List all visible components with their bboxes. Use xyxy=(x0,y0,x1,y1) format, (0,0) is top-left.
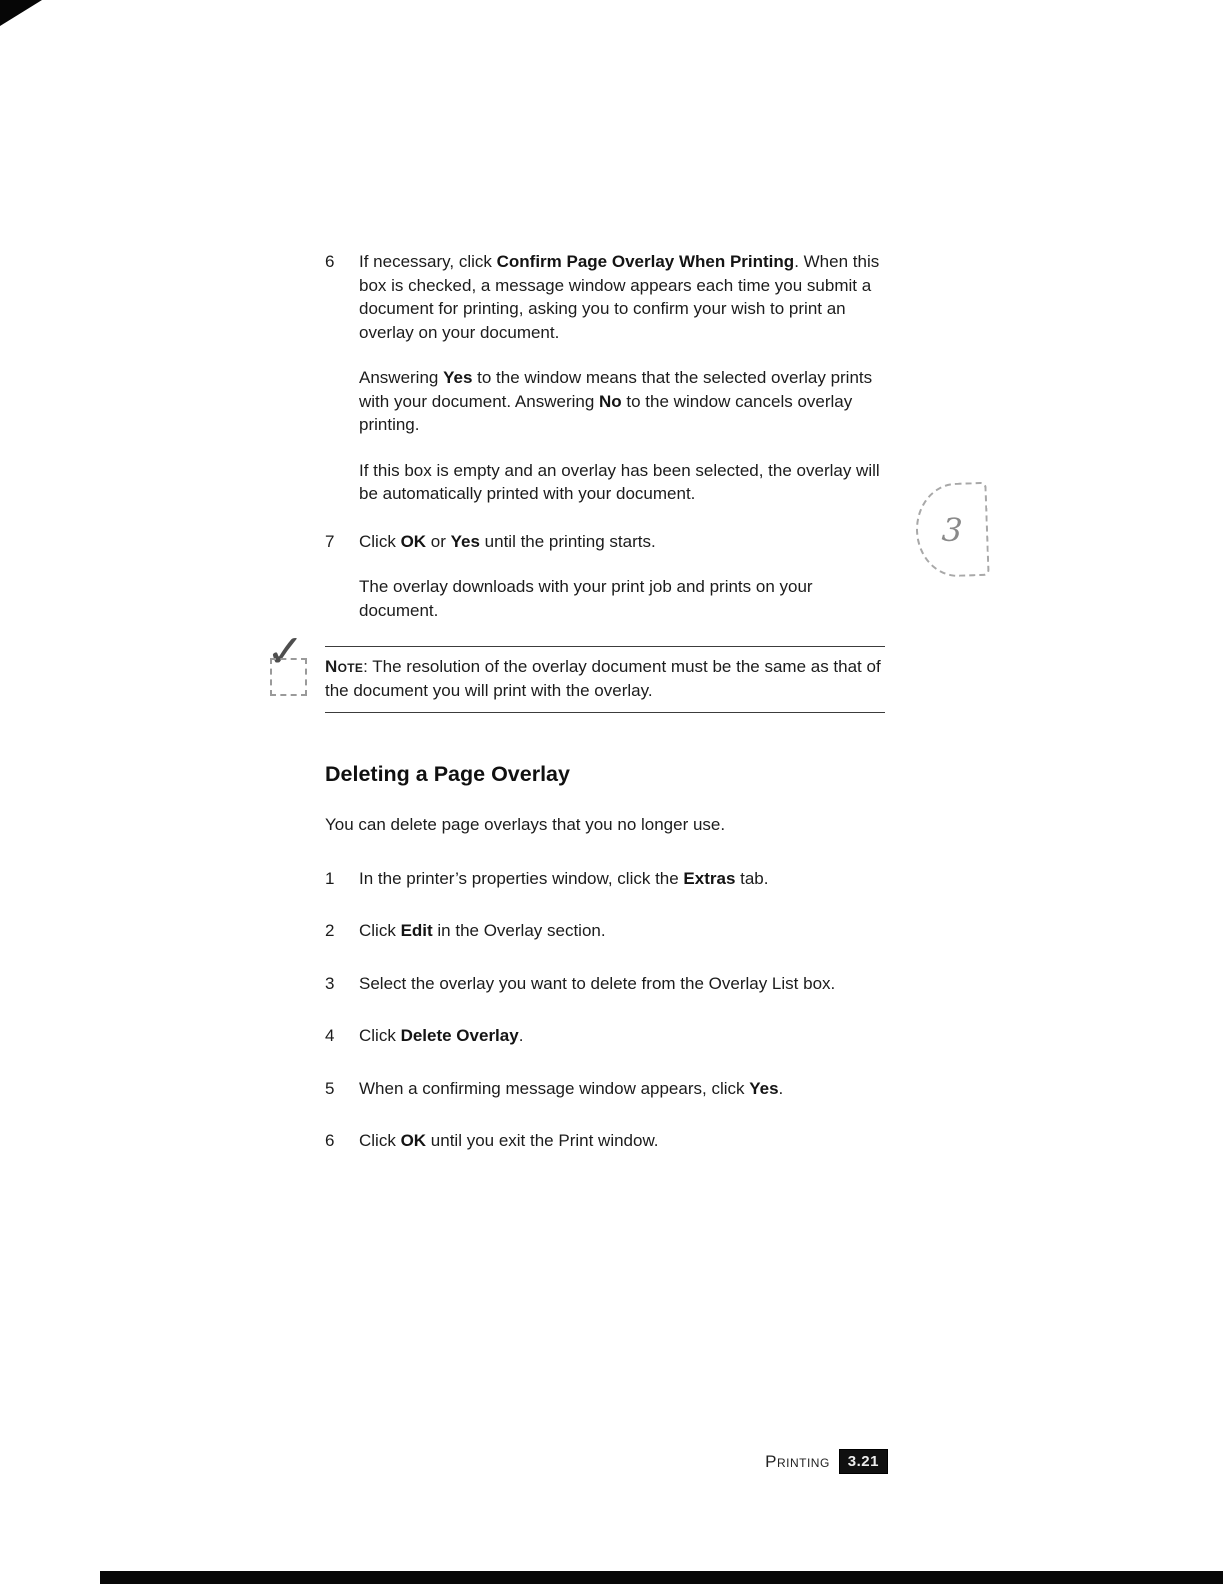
step xyxy=(325,1077,885,1101)
text-run: Click xyxy=(359,531,401,551)
step-body xyxy=(359,1129,885,1153)
text-run-bold: No xyxy=(599,391,622,411)
step xyxy=(325,1129,885,1153)
text-run-bold: Yes xyxy=(443,368,473,387)
text-run: Click xyxy=(359,921,401,940)
text-run-bold: Extras xyxy=(683,868,736,888)
chapter-tab-icon xyxy=(914,482,989,578)
text-run: to the window cancels overlay printing. xyxy=(359,391,853,434)
paragraph: If this box is empty and an overlay has been selected, the overlay will be automatically printed with your document. xyxy=(359,460,880,503)
step-body xyxy=(359,919,885,943)
text-run: . xyxy=(778,1078,784,1098)
scan-artifact-corner xyxy=(0,0,42,26)
note-text: : The resolution of the overlay document must be the same as that of the document you will print with the overlay. xyxy=(325,657,881,700)
text-run-bold: Confirm Page Overlay When Printing xyxy=(496,252,795,271)
note-block xyxy=(325,646,885,713)
paragraph: The overlay downloads with your print job and prints on your document. xyxy=(359,577,813,620)
text-run: Click xyxy=(359,1026,401,1045)
paragraph xyxy=(359,867,885,891)
text-run-bold: Yes xyxy=(450,531,480,551)
paragraph xyxy=(359,530,885,554)
text-run: or xyxy=(426,531,451,551)
note-check-icon xyxy=(266,625,312,700)
step xyxy=(325,919,885,943)
step-number: 1 xyxy=(325,868,335,888)
text-run: . When this box is checked, a message window appears each time you submit a document for printing, asking you to confirm your wish to print an overlay on your document. xyxy=(359,252,880,342)
text-run: When a confirming message window appears, click xyxy=(359,1078,750,1098)
note-label: Note xyxy=(325,657,364,676)
text-run: Click xyxy=(359,1131,401,1150)
text-run: until the printing starts. xyxy=(479,531,656,551)
step-body xyxy=(359,867,885,891)
content-column xyxy=(325,250,885,1153)
step-number: 4 xyxy=(325,1026,335,1045)
text-run: tab. xyxy=(735,868,769,888)
step-number: 7 xyxy=(325,531,335,551)
text-run-bold: OK xyxy=(400,1131,427,1150)
text-run-bold: Yes xyxy=(749,1078,779,1098)
scan-artifact-bottom-bar xyxy=(100,1571,1223,1584)
chapter-number: 3 xyxy=(940,510,964,550)
text-run-bold: Edit xyxy=(400,921,433,940)
text-run: Select the overlay you want to delete from the Overlay List box. xyxy=(359,973,836,993)
text-run: Answering xyxy=(359,368,444,387)
step xyxy=(325,1024,885,1048)
paragraph xyxy=(359,366,885,437)
step xyxy=(325,250,885,506)
text-run: until you exit the Print window. xyxy=(426,1131,659,1150)
paragraph xyxy=(359,919,885,943)
text-run: to the window means that the selected overlay prints with your document. Answering xyxy=(359,368,873,411)
checkbox-outline xyxy=(270,658,307,696)
footer-section-label: Printing xyxy=(765,1451,830,1471)
step-number: 3 xyxy=(325,973,335,993)
step xyxy=(325,530,885,623)
page-number-badge: 3.21 xyxy=(839,1449,888,1474)
section-intro: You can delete page overlays that you no longer use. xyxy=(325,815,726,834)
text-run: If necessary, click xyxy=(359,252,497,271)
section-heading: Deleting a Page Overlay xyxy=(325,762,570,786)
step-body xyxy=(359,250,885,506)
step-number: 5 xyxy=(325,1078,335,1098)
step-body xyxy=(359,1024,885,1048)
paragraph xyxy=(359,250,885,344)
paragraph xyxy=(359,1129,885,1153)
step xyxy=(325,867,885,891)
text-run-bold: OK xyxy=(400,531,427,551)
paragraph xyxy=(359,972,885,996)
step-body xyxy=(359,972,885,996)
step-number: 6 xyxy=(325,252,335,271)
paragraph xyxy=(359,1077,885,1101)
step-number: 2 xyxy=(325,921,335,940)
step xyxy=(325,972,885,996)
text-run: . xyxy=(518,1026,524,1045)
paragraph xyxy=(359,1024,885,1048)
checkmark-icon: ✓ xyxy=(266,625,305,677)
text-run: In the printer’s properties window, click the xyxy=(359,868,684,888)
step-body xyxy=(359,530,885,623)
steps-list xyxy=(325,867,885,1153)
step-number: 6 xyxy=(325,1131,335,1150)
page-footer xyxy=(765,1449,888,1474)
text-run-bold: Delete Overlay xyxy=(400,1026,519,1045)
step-body xyxy=(359,1077,885,1101)
text-run: in the Overlay section. xyxy=(432,921,606,940)
